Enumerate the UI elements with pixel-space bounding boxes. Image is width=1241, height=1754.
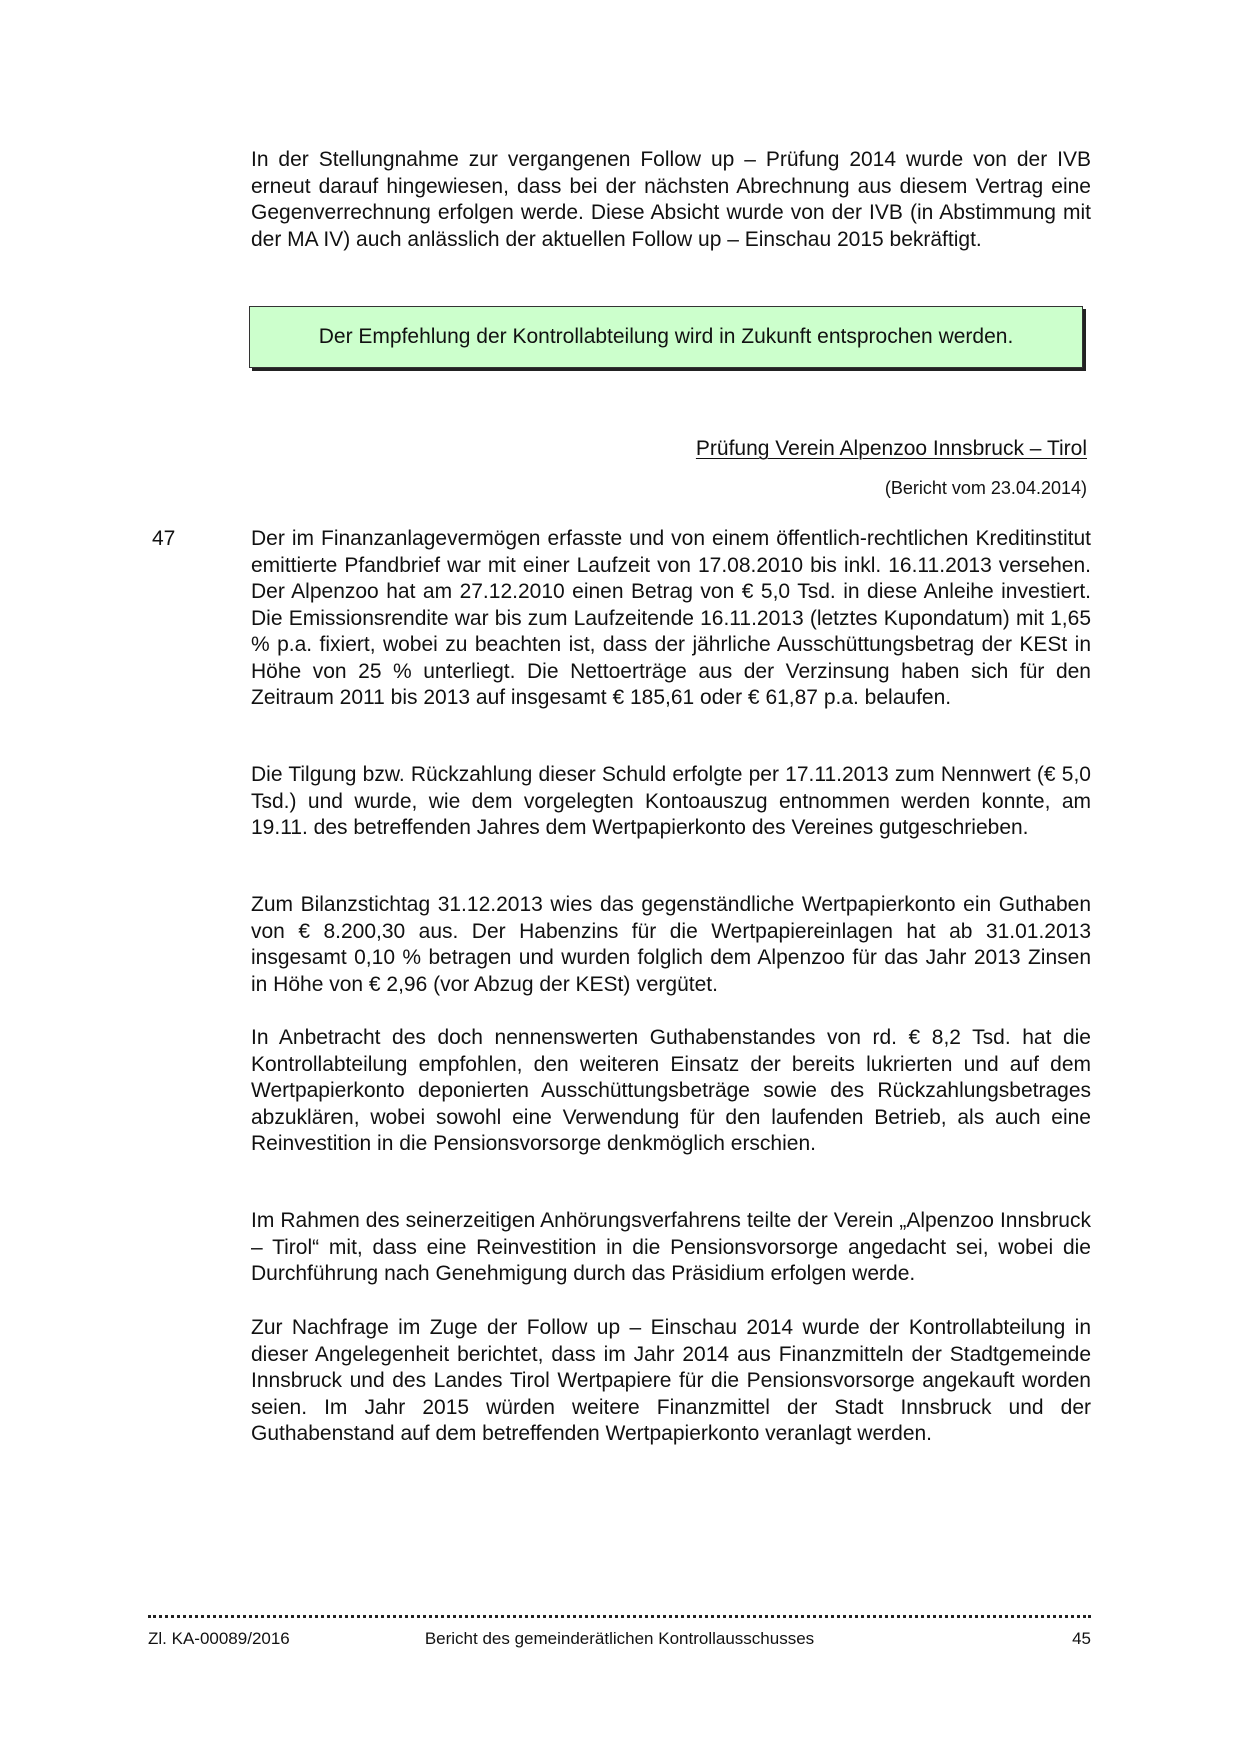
recommendation-callout-text: Der Empfehlung der Kontrollabteilung wird in Zukunft entsprochen werden.	[318, 325, 1014, 348]
paragraph-4: In Anbetracht des doch nennenswerten Guthabenstandes von rd. € 8,2 Tsd. hat die Kontrollabteilung empfohlen, den weiteren Einsatz der bereits lukrierten und auf dem Wertpapierkonto deponierten Ausschüttungsbeträge sowie des Rückzahlungsbetrages abzuklären, wobei sowohl eine Verwendung für den laufenden Betrieb, als auch eine Reinvestition in die Pensionsvorsorge denkmöglich erschien.	[251, 1026, 1091, 1155]
footer-reference: Zl. KA-00089/2016	[148, 1629, 290, 1648]
footer-page-number: 45	[1072, 1629, 1091, 1648]
paragraph-2: Die Tilgung bzw. Rückzahlung dieser Schuld erfolgte per 17.11.2013 zum Nennwert (€ 5,0 Tsd.) und wurde, wie dem vorgelegten Kontoauszug entnommen werden konnte, am 19.11. des betreffenden Jahres dem Wertpapierkonto des Vereines gutgeschrieben.	[251, 763, 1091, 839]
page-footer	[148, 1628, 1091, 1652]
paragraph-6: Zur Nachfrage im Zuge der Follow up – Einschau 2014 wurde der Kontrollabteilung in dieser Angelegenheit berichtet, dass im Jahr 2014 aus Finanzmitteln der Stadtgemeinde Innsbruck und des Landes Tirol Wertpapiere für die Pensionsvorsorge angekauft worden seien. Im Jahr 2015 würden weitere Finanzmittel der Stadt Innsbruck und der Guthabenstand auf dem betreffenden Wertpapierkonto veranlagt werden.	[251, 1316, 1091, 1445]
paragraph-3: Zum Bilanzstichtag 31.12.2013 wies das gegenständliche Wertpapierkonto ein Guthaben von € 8.200,30 aus. Der Habenzins für die Wertpapiereinlagen hat ab 31.01.2013 insgesamt 0,10 % betragen und wurden folglich dem Alpenzoo für das Jahr 2013 Zinsen in Höhe von € 2,96 (vor Abzug der KESt) vergütet.	[251, 893, 1091, 996]
footer-divider	[148, 1615, 1091, 1618]
section-title: Prüfung Verein Alpenzoo Innsbruck – Tirol	[695, 437, 1087, 460]
item-number: 47	[152, 527, 176, 550]
intro-paragraph: In der Stellungnahme zur vergangenen Follow up – Prüfung 2014 wurde von der IVB erneut darauf hingewiesen, dass bei der nächsten Abrechnung aus diesem Vertrag eine Gegenverrechnung erfolgen werde. Diese Absicht wurde von der IVB (in Abstimmung mit der MA IV) auch anlässlich der aktuellen Follow up – Einschau 2015 bekräftigt.	[251, 148, 1091, 251]
paragraph-5: Im Rahmen des seinerzeitigen Anhörungsverfahrens teilte der Verein „Alpenzoo Innsbruck – Tirol“ mit, dass eine Reinvestition in die Pensionsvorsorge angedacht sei, wobei die Durchführung nach Genehmigung durch das Präsidium erfolgen werde.	[251, 1209, 1091, 1285]
paragraph-1: Der im Finanzanlagevermögen erfasste und von einem öffentlich-rechtlichen Kreditinstitut emittierte Pfandbrief war mit einer Laufzeit von 17.08.2010 bis inkl. 16.11.2013 versehen. Der Alpenzoo hat am 27.12.2010 einen Betrag von € 5,0 Tsd. in diese Anleihe investiert. Die Emissionsrendite war bis zum Laufzeitende 16.11.2013 (letztes Kupondatum) mit 1,65 % p.a. fixiert, wobei zu beachten ist, dass der jährliche Ausschüttungsbetrag der KESt in Höhe von 25 % unterliegt. Die Nettoerträge aus der Verzinsung haben sich für den Zeitraum 2011 bis 2013 auf insgesamt € 185,61 oder € 61,87 p.a. belaufen.	[251, 527, 1091, 709]
section-subtitle: (Bericht vom 23.04.2014)	[884, 478, 1087, 498]
footer-title: Bericht des gemeinderätlichen Kontrollausschusses	[424, 1629, 815, 1648]
recommendation-callout-box	[249, 306, 1083, 368]
